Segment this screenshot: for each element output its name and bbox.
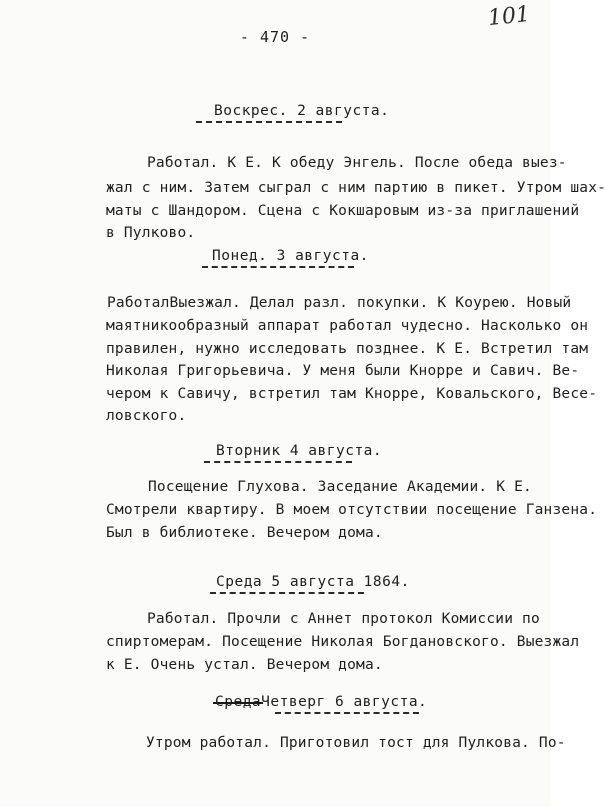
heading-underline (196, 121, 342, 123)
entry-text-line: правилен, нужно исследовать позднее. К Е. Встретил там (106, 341, 589, 357)
struck-heading-word: Среда (215, 694, 262, 710)
heading-underline (275, 712, 419, 714)
entry-text-line: чером к Савичу, встретил там Кнорре, Ковальского, Весе- (106, 386, 598, 402)
entry-heading: Вторник 4 августа. (216, 443, 382, 463)
entry-text-line: Посещение Глухова. Заседание Академии. К Е. (148, 479, 532, 495)
heading-underline (210, 592, 364, 594)
entry-heading: СредаЧетверг 6 августа. (215, 694, 427, 714)
entry-text-line: спиртомерам. Посещение Николая Богдановского. Выезжал (106, 634, 580, 650)
entry-text-line: к Е. Очень устал. Вечером дома. (106, 657, 383, 673)
entry-text-line: маятникообразный аппарат работал чудесно. Насколько он (106, 318, 589, 334)
entry-text-line: Утром работал. Приготовил тост для Пулкова. По- (146, 735, 566, 751)
entry-text-line: Николая Григорьевича. У меня были Кнорре и Савич. Ве- (106, 363, 580, 379)
entry-text-line: РаботалВыезжал. Делал разл. покупки. К Коурею. Новый (107, 295, 572, 311)
heading-underline (202, 266, 354, 268)
entry-text-line: Смотрели квартиру. В моем отсутствии посещение Ганзена. (106, 502, 598, 518)
archive-number: 101 (486, 1, 532, 32)
page-number: - 470 - (239, 28, 311, 46)
entry-text-line: в Пулково. (106, 225, 196, 241)
entry-text-line: Работал. К Е. К обеду Энгель. После обеда выез- (147, 155, 567, 171)
entry-text-line: маты с Шандором. Сцена с Кокшаровым из-за приглашений (106, 203, 580, 219)
entry-text-line: ловского. (106, 408, 187, 424)
entry-heading: Среда 5 августа 1864. (216, 574, 410, 594)
entry-heading: Понед. 3 августа. (212, 248, 369, 268)
entry-text-line: жал с ним. Затем сыграл с ним партию в пикет. Утром шах- (106, 180, 606, 196)
entry-text-line: Был в библиотеке. Вечером дома. (106, 525, 383, 541)
entry-text-line: Работал. Прочли с Аннет протокол Комиссии по (147, 611, 540, 627)
entry-heading: Воскрес. 2 августа. (214, 103, 389, 123)
heading-underline (204, 461, 352, 463)
